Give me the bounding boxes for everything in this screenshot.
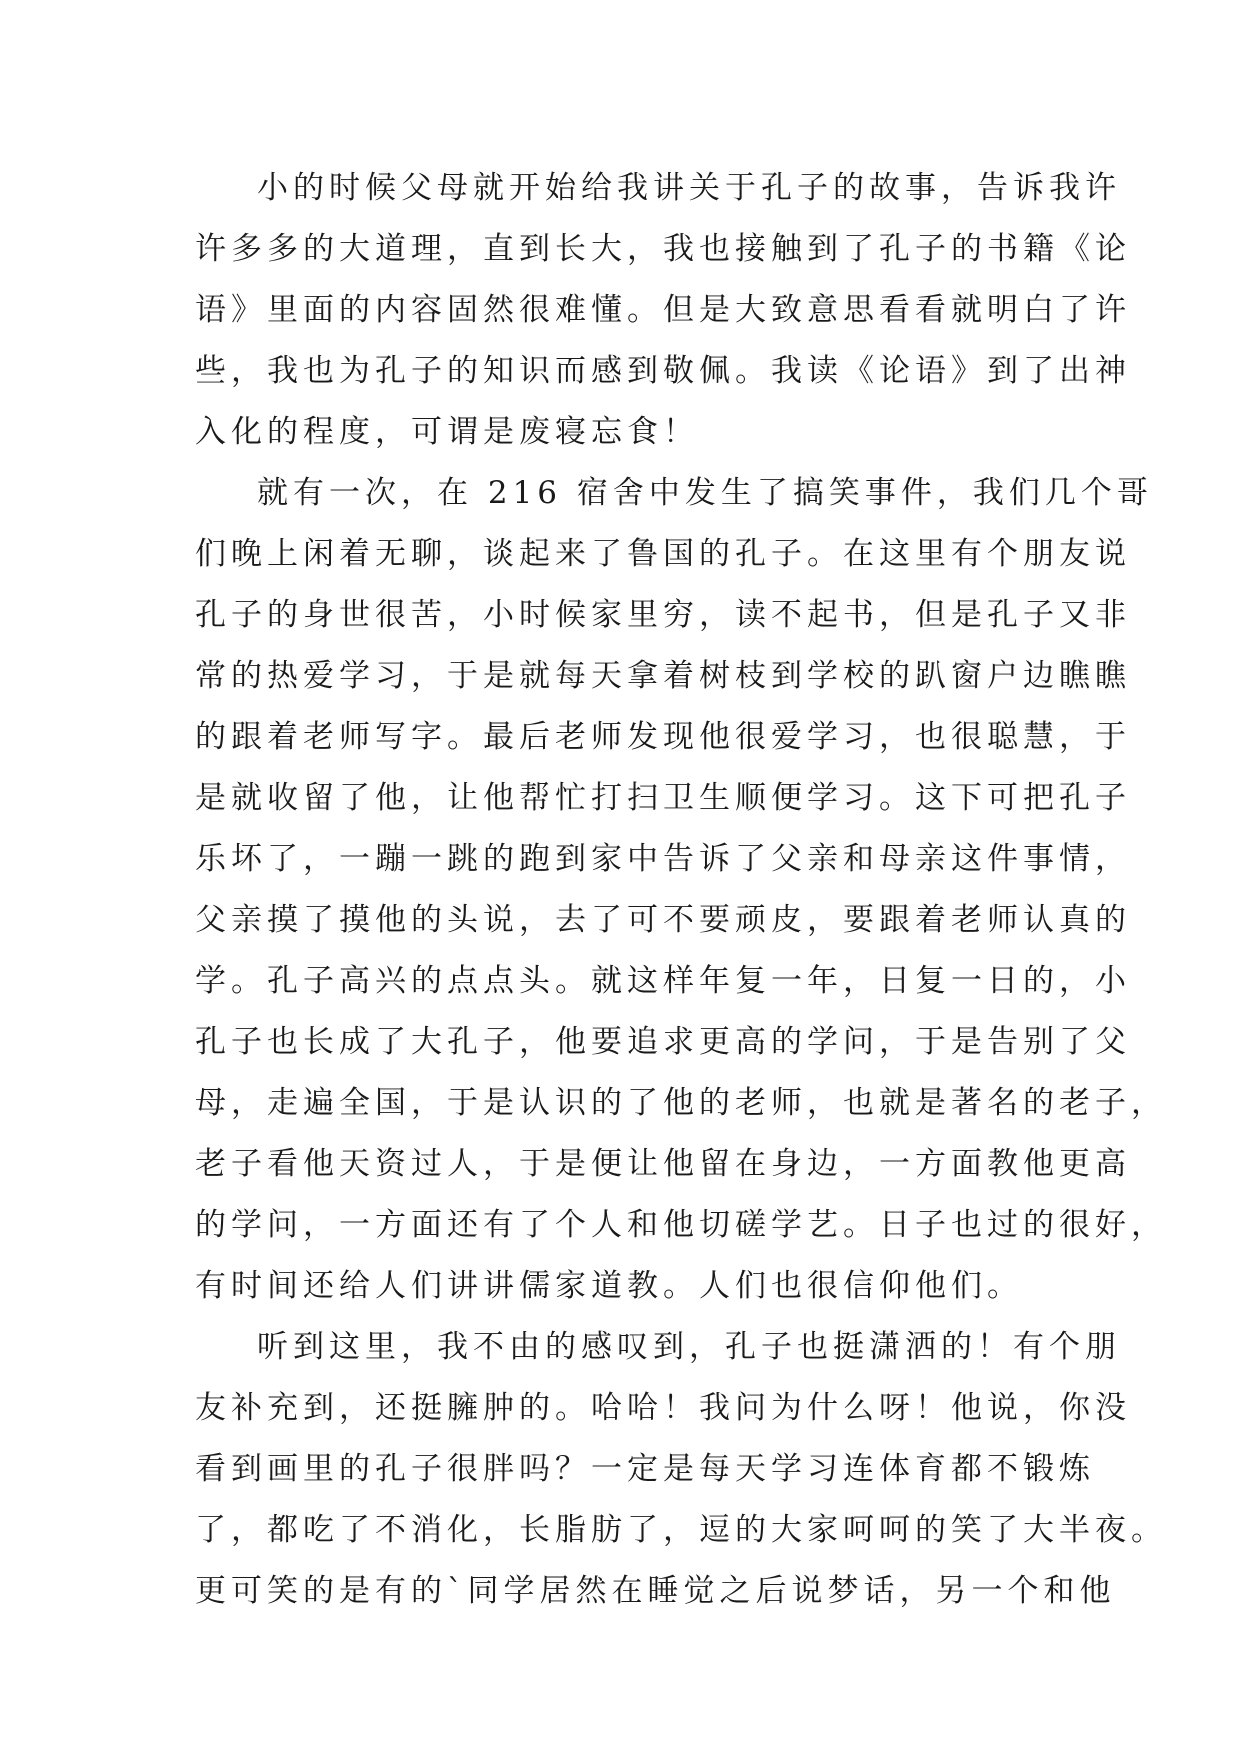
paragraph-2-line-5: 的跟着老师写字。最后老师发现他很爱学习，也很聪慧，于 <box>195 719 1131 755</box>
paragraph-2-line-4: 常的热爱学习，于是就每天拿着树枝到学校的趴窗户边瞧瞧 <box>195 658 1131 694</box>
paragraph-1-line-1: 小的时候父母就开始给我讲关于孔子的故事，告诉我许 <box>257 170 1121 206</box>
paragraph-2-line-13: 的学问，一方面还有了个人和他切磋学艺。日子也过的很好， <box>195 1207 1167 1243</box>
paragraph-3-line-3: 看到画里的孔子很胖吗？一定是每天学习连体育都不锻炼 <box>195 1451 1095 1487</box>
paragraph-3-line-1: 听到这里，我不由的感叹到，孔子也挺潇洒的！有个朋 <box>257 1329 1121 1365</box>
paragraph-3-line-4: 了，都吃了不消化，长脂肪了，逗的大家呵呵的笑了大半夜。 <box>195 1512 1167 1548</box>
paragraph-3-line-2: 友补充到，还挺臃肿的。哈哈！我问为什么呀！他说，你没 <box>195 1390 1131 1426</box>
paragraph-2-line-8: 父亲摸了摸他的头说，去了可不要顽皮，要跟着老师认真的 <box>195 902 1131 938</box>
paragraph-3-line-5: 更可笑的是有的`同学居然在睡觉之后说梦话，另一个和他 <box>195 1573 1116 1609</box>
paragraph-2-line-2: 们晚上闲着无聊，谈起来了鲁国的孔子。在这里有个朋友说 <box>195 536 1131 572</box>
paragraph-2-line-12: 老子看他天资过人，于是便让他留在身边，一方面教他更高 <box>195 1146 1131 1182</box>
paragraph-2-line-6: 是就收留了他，让他帮忙打扫卫生顺便学习。这下可把孔子 <box>195 780 1131 816</box>
paragraph-1-line-3: 语》里面的内容固然很难懂。但是大致意思看看就明白了许 <box>195 292 1131 328</box>
paragraph-2-line-14: 有时间还给人们讲讲儒家道教。人们也很信仰他们。 <box>195 1268 1023 1304</box>
paragraph-1-line-5: 入化的程度，可谓是废寝忘食！ <box>195 414 699 450</box>
body-text <box>195 158 1167 1622</box>
paragraph-1-line-2: 许多多的大道理，直到长大，我也接触到了孔子的书籍《论 <box>195 231 1131 267</box>
paragraph-2-line-10: 孔子也长成了大孔子，他要追求更高的学问，于是告别了父 <box>195 1024 1131 1060</box>
paragraph-2-line-11: 母，走遍全国，于是认识的了他的老师，也就是著名的老子， <box>195 1085 1167 1121</box>
paragraph-2-line-1: 就有一次，在 216 宿舍中发生了搞笑事件，我们几个哥 <box>257 475 1153 511</box>
paragraph-2-line-3: 孔子的身世很苦，小时候家里穷，读不起书，但是孔子又非 <box>195 597 1131 633</box>
paragraph-1-line-4: 些，我也为孔子的知识而感到敬佩。我读《论语》到了出神 <box>195 353 1131 389</box>
paragraph-2-line-7: 乐坏了，一蹦一跳的跑到家中告诉了父亲和母亲这件事情， <box>195 841 1131 877</box>
paragraph-2-line-9: 学。孔子高兴的点点头。就这样年复一年，日复一日的，小 <box>195 963 1131 999</box>
